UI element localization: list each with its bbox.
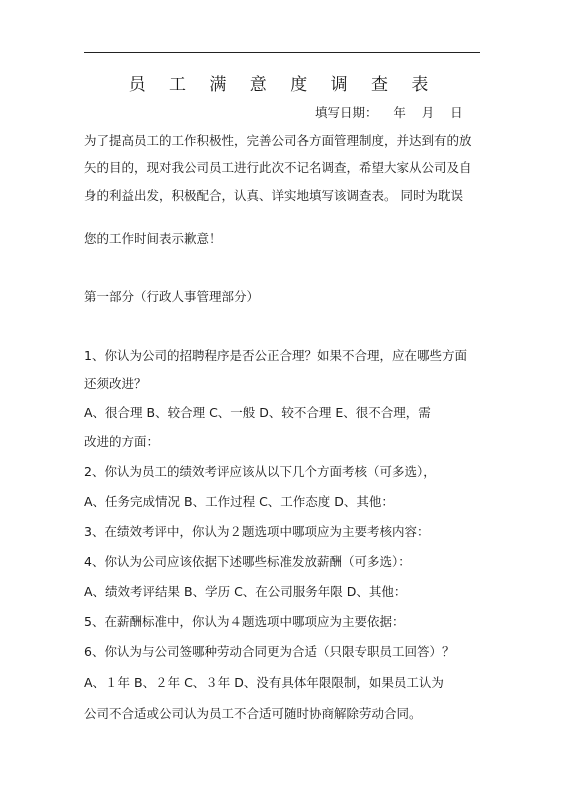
top-rule [84, 52, 480, 53]
question-line: 6、你认为与公司签哪种劳动合同更为合适（只限专职员工回答）？ [84, 644, 455, 659]
intro-line-3: 身的利益出发，积极配合，认真、详实地填写该调查表。 同时为耽误 [84, 188, 463, 203]
question-line: 2、你认为员工的绩效考评应该从以下几个方面考核（可多选）， [84, 464, 436, 479]
question-line: 还须改进？ [84, 376, 147, 391]
question-line: 4、你认为公司应该依据下述哪些标准发放薪酬（可多选）： [84, 554, 411, 569]
answer-options-line: A、很合理 B、较合理 C、一般 D、较不合理 E、很不合理，需 [84, 405, 431, 420]
section-title: 第一部分（行政人事管理部分） [84, 289, 260, 304]
intro-line-4: 您的工作时间表示歉意！ [84, 231, 222, 246]
answer-options-line: A、１年 B、２年 C、３年 D、没有具体年限限制，如果员工认为 [84, 675, 444, 690]
document-title: 员 工 满 意 度 调 查 表 [128, 75, 438, 95]
question-line: 改进的方面： [84, 434, 160, 449]
question-line: 5、在薪酬标准中，你认为４题选项中哪项应为主要依据： [84, 614, 405, 629]
intro-line-2: 矢的目的，现对我公司员工进行此次不记名调查，希望大家从公司及自 [84, 160, 472, 175]
answer-options-line: A、绩效考评结果 B、学历 C、在公司服务年限 D、其他： [84, 584, 407, 599]
question-line: 公司不合适或公司认为员工不合适可随时协商解除劳动合同。 [84, 706, 422, 721]
question-line: 1、你认为公司的招聘程序是否公正合理？如果不合理，应在哪些方面 [84, 348, 467, 363]
question-line: 3、在绩效考评中，你认为２题选项中哪项应为主要考核内容： [84, 524, 430, 539]
fill-date-line: 填写日期： 年 月 日 [315, 105, 463, 120]
intro-line-1: 为了提高员工的工作积极性，完善公司各方面管理制度，并达到有的放 [84, 133, 472, 148]
answer-options-line: A、任务完成情况 B、工作过程 C、工作态度 D、其他： [84, 494, 394, 509]
